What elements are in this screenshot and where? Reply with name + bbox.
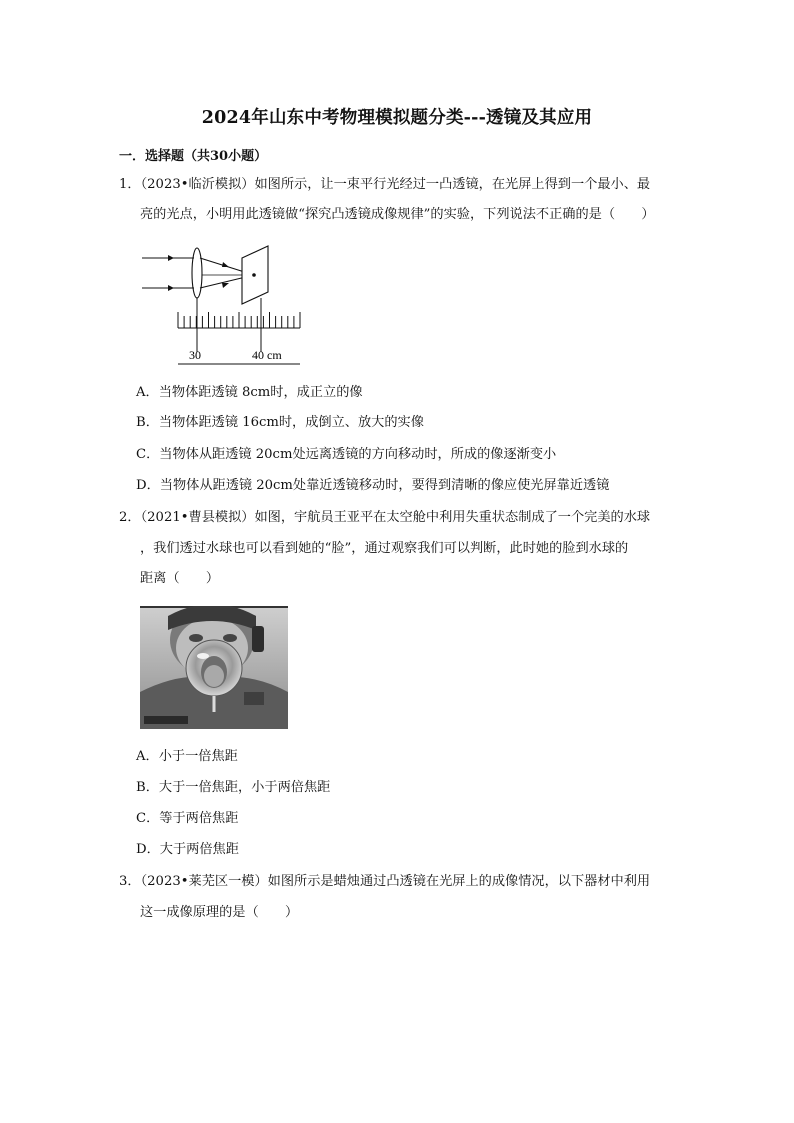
question-1-line-2: 亮的光点，小明用此透镜做“探究凸透镜成像规律”的实验，下列说法不正确的是（ ） (140, 207, 655, 222)
question-1-option-c: C．当物体从距透镜 20cm处远离透镜的方向移动时，所成的像逐渐变小 (136, 447, 557, 462)
ruler-label-40: 40 cm (252, 348, 282, 362)
question-2-option-c: C．等于两倍焦距 (136, 811, 239, 826)
question-2-line-2: ，我们透过水球也可以看到她的“脸”，通过观察我们可以判断，此时她的脸到水球的 (140, 541, 629, 556)
question-2-option-b: B．大于一倍焦距，小于两倍焦距 (136, 780, 331, 795)
question-1-line-1: 1．（2023•临沂模拟）如图所示，让一束平行光经过一凸透镜，在光屏上得到一个最小、最 (119, 177, 651, 192)
ray-arrow-icon (168, 255, 174, 261)
question-1-option-a: A．当物体距透镜 8cm时，成正立的像 (136, 385, 363, 400)
page-title: 2024年山东中考物理模拟题分类---透镜及其应用 (201, 108, 593, 128)
question-2-option-a: A．小于一倍焦距 (136, 749, 238, 764)
question-3-line-2: 这一成像原理的是（ ） (140, 905, 299, 920)
ray-arrow-icon (222, 262, 229, 267)
convex-lens (192, 248, 202, 298)
focal-spot (252, 273, 256, 277)
ruler (178, 312, 300, 328)
question-3-line-1: 3．（2023•莱芜区一模）如图所示是蜡烛通过凸透镜在光屏上的成像情况，以下器材中利用 (119, 874, 651, 889)
astronaut-water-ball-photo (140, 606, 288, 729)
ray-arrow-icon (168, 285, 174, 291)
ruler-label-30: 30 (189, 348, 201, 362)
question-2-line-1: 2．（2021•曹县模拟）如图，宇航员王亚平在太空舱中利用失重状态制成了一个完美的水球 (119, 510, 651, 525)
section-heading: 一．选择题（共30小题） (119, 149, 268, 164)
ray-arrow-icon (222, 283, 229, 288)
question-2-line-3: 距离（ ） (140, 571, 220, 586)
question-1-option-b: B．当物体距透镜 16cm时，成倒立、放大的实像 (136, 415, 424, 430)
question-1-option-d: D．当物体从距透镜 20cm处靠近透镜移动时，要得到清晰的像应使光屏靠近透镜 (136, 478, 610, 493)
lens-ray-diagram (136, 240, 308, 370)
question-2-option-d: D．大于两倍焦距 (136, 842, 239, 857)
